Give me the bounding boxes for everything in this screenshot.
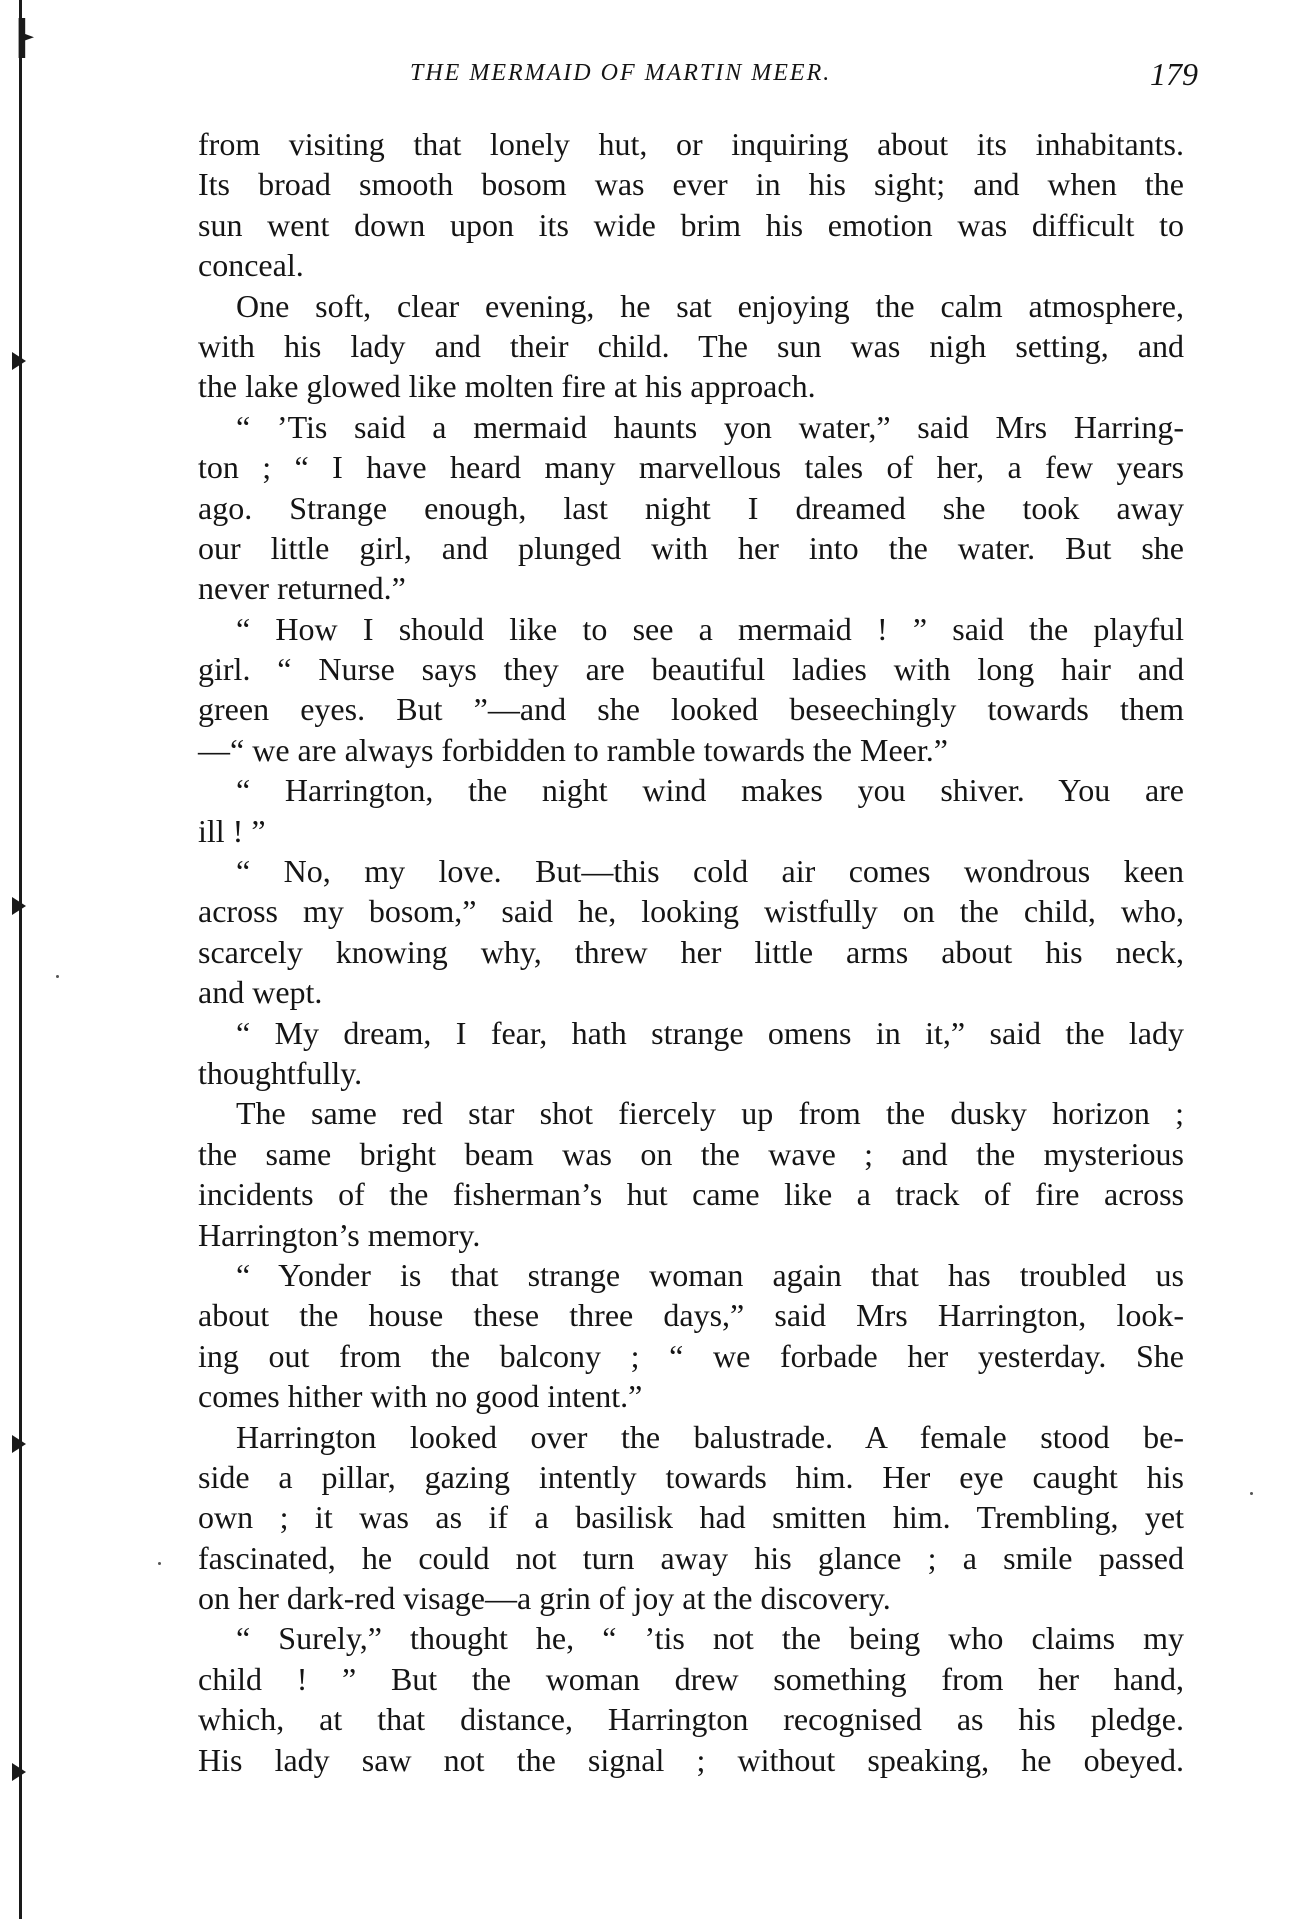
text-line: on her dark-red visage—a grin of joy at the discovery. (198, 1580, 891, 1617)
page-header (410, 56, 1210, 96)
text-line: about the house these three days,” said Mrs Harrington, look- (198, 1297, 1184, 1334)
text-line: scarcely knowing why, threw her little arms about his neck, (198, 933, 1184, 970)
text-line: girl. “ Nurse says they are beautiful ladies with long hair and (198, 651, 1184, 688)
text-line: the lake glowed like molten fire at his approach. (198, 368, 816, 405)
text-line: Its broad smooth bosom was ever in his sight; and when the (198, 166, 1184, 203)
text-line: the same bright beam was on the wave ; and the mysterious (198, 1135, 1184, 1172)
binding-mark-icon (12, 18, 34, 58)
text-line: ton ; “ I have heard many marvellous tales of her, a few years (198, 449, 1184, 486)
text-line: “ Harrington, the night wind makes you shiver. You are (236, 772, 1184, 809)
text-line: comes hither with no good intent.” (198, 1378, 643, 1415)
text-line: His lady saw not the signal ; without speaking, he obeyed. (198, 1741, 1184, 1778)
text-line: from visiting that lonely hut, or inquiring about its inhabitants. (198, 126, 1184, 162)
text-line: The same red star shot fiercely up from the dusky horizon ; (236, 1095, 1184, 1132)
text-line: “ ’Tis said a mermaid haunts yon water,” said Mrs Harring- (236, 408, 1184, 445)
text-line: “ Surely,” thought he, “ ’tis not the being who claims my (236, 1620, 1184, 1657)
text-line: ago. Strange enough, last night I dreamed she took away (198, 489, 1184, 526)
text-line: fascinated, he could not turn away his glance ; a smile passed (198, 1539, 1184, 1576)
text-line: side a pillar, gazing intently towards him. Her eye caught his (198, 1458, 1184, 1495)
text-line: which, at that distance, Harrington recognised as his pledge. (198, 1701, 1184, 1738)
text-line: Harrington looked over the balustrade. A female stood be- (236, 1418, 1184, 1455)
paper-speck (158, 1562, 161, 1565)
text-line: green eyes. But ”—and she looked beseechingly towards them (198, 691, 1184, 728)
text-line: One soft, clear evening, he sat enjoying the calm atmosphere, (236, 287, 1184, 324)
text-line: conceal. (198, 247, 304, 284)
paper-speck (1250, 1492, 1253, 1495)
text-line: child ! ” But the woman drew something from her hand, (198, 1660, 1184, 1697)
binding-edge (19, 0, 22, 1919)
text-line: own ; it was as if a basilisk had smitten him. Trembling, yet (198, 1499, 1184, 1536)
text-line: across my bosom,” said he, looking wistfully on the child, who, (198, 893, 1184, 930)
text-line: and wept. (198, 974, 323, 1011)
text-line: sun went down upon its wide brim his emotion was difficult to (198, 206, 1184, 243)
body-text (198, 124, 1184, 1780)
text-line: —“ we are always forbidden to ramble towards the Meer.” (198, 731, 948, 768)
text-line: “ Yonder is that strange woman again that has troubled us (236, 1256, 1184, 1293)
text-line: “ No, my love. But—this cold air comes wondrous keen (236, 853, 1184, 890)
text-line: thoughtfully. (198, 1054, 363, 1091)
text-line: with his lady and their child. The sun was nigh setting, and (198, 327, 1184, 364)
text-line: our little girl, and plunged with her into the water. But she (198, 529, 1184, 566)
text-line: never returned.” (198, 570, 406, 607)
text-line: incidents of the fisherman’s hut came like a track of fire across (198, 1176, 1184, 1213)
text-line: ing out from the balcony ; “ we forbade her yesterday. She (198, 1337, 1184, 1374)
text-line: Harrington’s memory. (198, 1216, 481, 1253)
paper-speck (56, 975, 59, 978)
text-line: “ How I should like to see a mermaid ! ” said the playful (236, 610, 1184, 647)
text-line: ill ! ” (198, 812, 266, 849)
text-line: “ My dream, I fear, hath strange omens in it,” said the lady (236, 1014, 1184, 1051)
running-title: THE MERMAID OF MARTIN MEER. (410, 60, 832, 86)
page-number: 179 (1150, 56, 1198, 92)
